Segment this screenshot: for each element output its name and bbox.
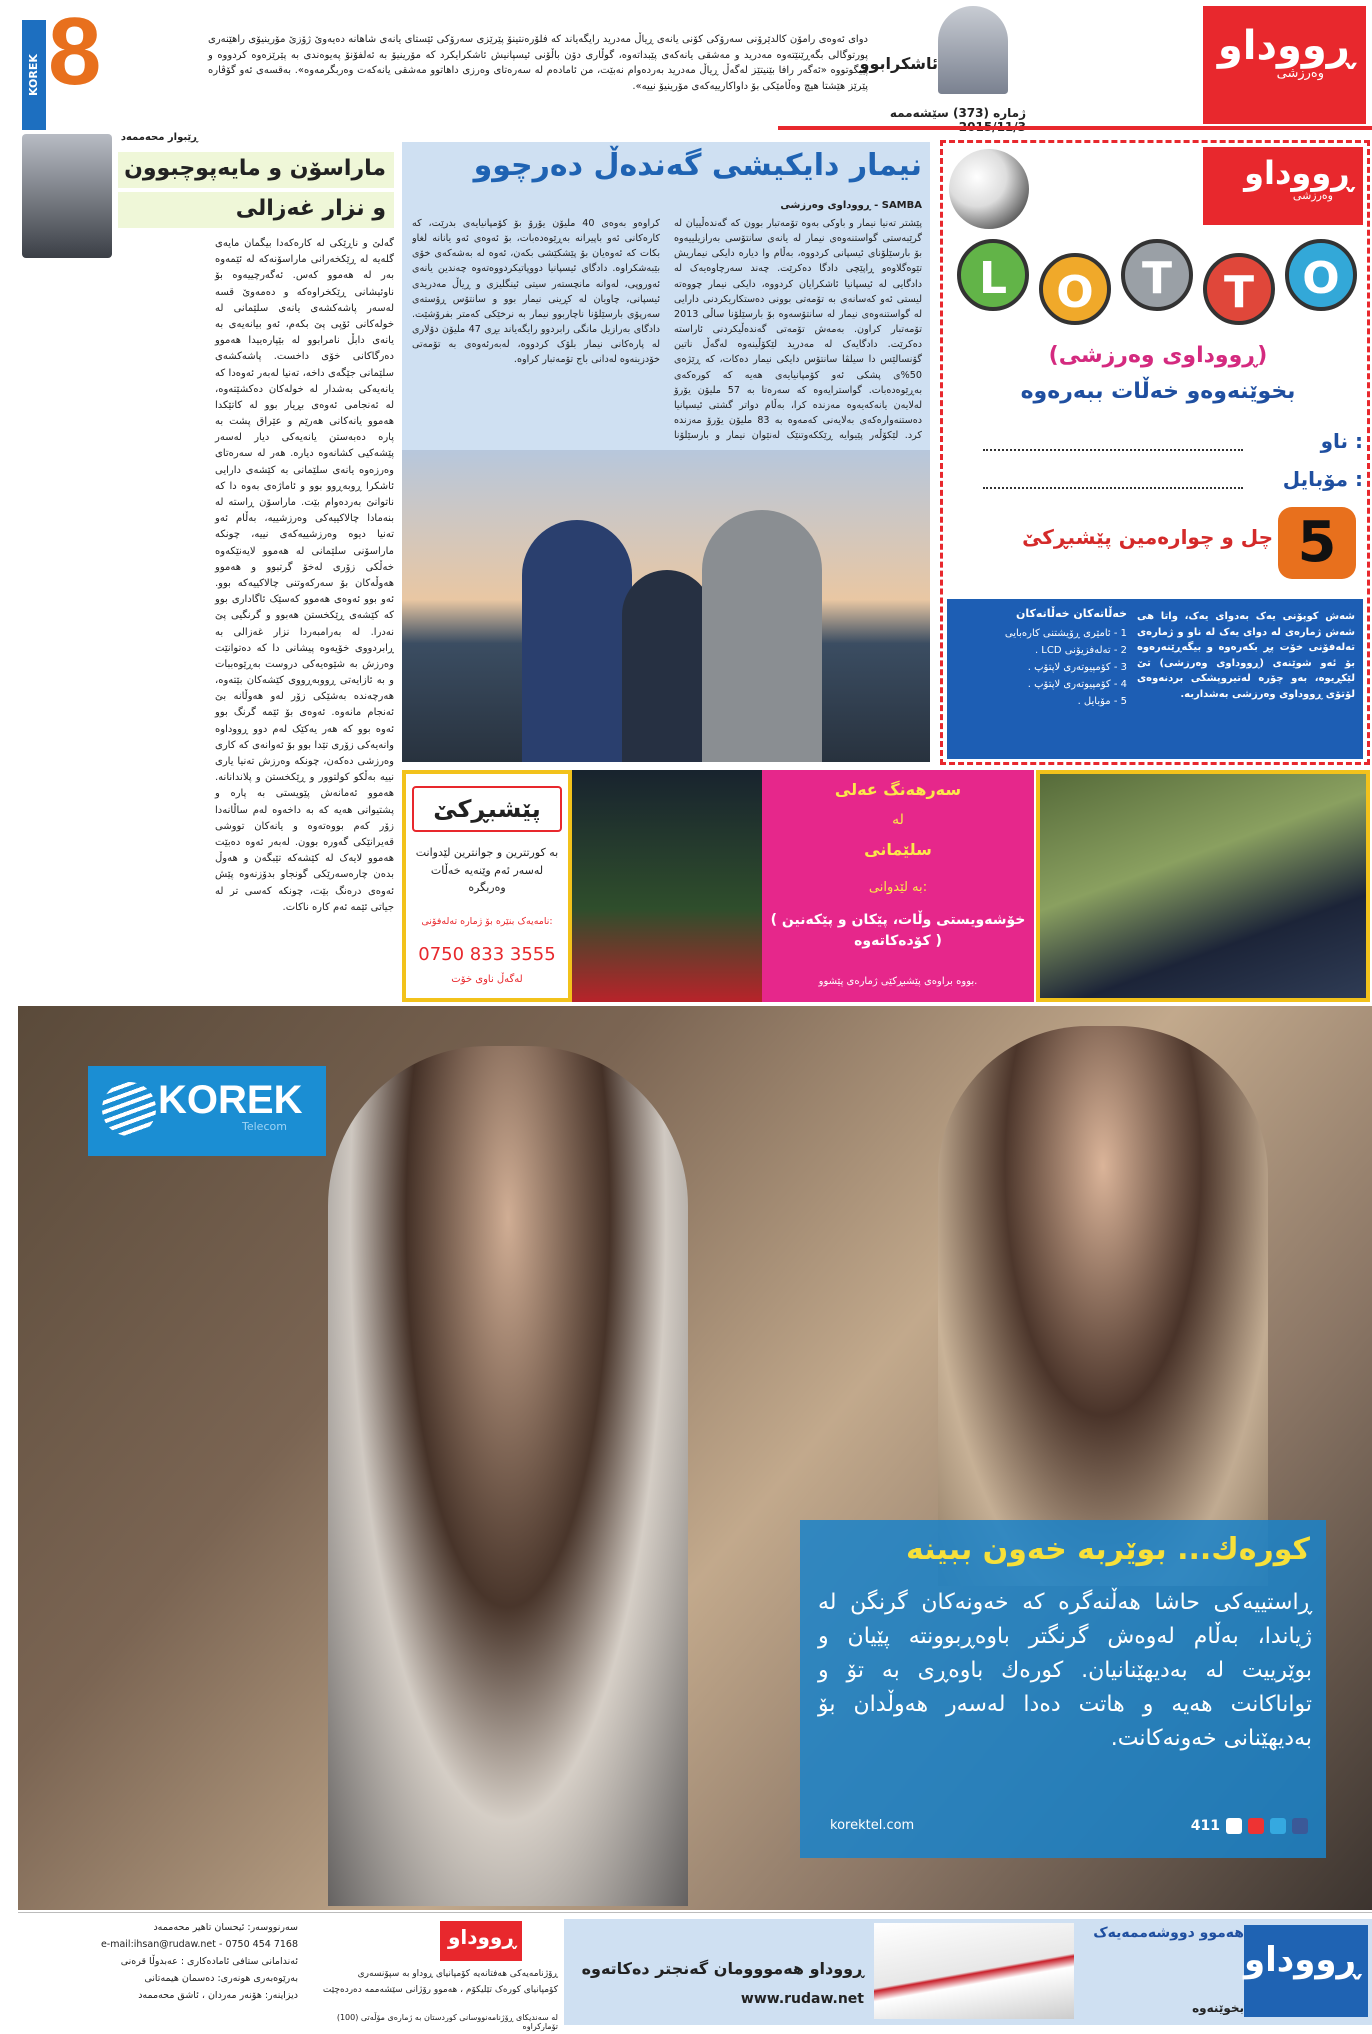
winner-city: سلێمانی: [864, 840, 932, 859]
footer-credits: [58, 1919, 298, 2004]
masthead-underline: [778, 126, 1372, 130]
masthead-headline-name: ئاشكرابوو: [859, 54, 938, 73]
lotto-coupon: [940, 140, 1370, 765]
lotto-prizes-title: خەڵاتەکان خەڵاتەکان: [1016, 607, 1127, 620]
contest-title: پێشبڕکێ: [412, 786, 562, 832]
lotto-prize-item: 2 - تەلەفزیۆنی LCD .: [1034, 645, 1127, 656]
winner-quote-intro: بە لێدوانی:: [868, 880, 928, 895]
ad-woman-center: [328, 1046, 688, 1906]
lotto-round-number: 5: [1278, 507, 1356, 579]
lotto-brand-sub: وەرزشی: [1292, 189, 1333, 202]
ad-woman-right: [938, 1026, 1268, 1586]
lotto-info-box: [947, 599, 1363, 759]
lotto-subtitle-2: بخوێنەوەو خەڵات ببەرەوە: [1020, 379, 1296, 404]
ad-korek-logo: [88, 1066, 326, 1156]
contest-entry-box: [402, 770, 572, 1002]
ad-website[interactable]: korektel.com: [830, 1818, 915, 1833]
contest-photo-ronaldo: [572, 770, 762, 1002]
page-number-block: [18, 0, 130, 130]
contest-phone: 0750 833 3555: [418, 944, 556, 965]
footer-promo-days: هەموو دووشەممەیەک: [1093, 1925, 1244, 1941]
contest-note: لەگەڵ ناوی خۆت: [451, 974, 523, 985]
opinion-column: [18, 130, 398, 990]
facebook-icon[interactable]: [1292, 1818, 1308, 1834]
winner-quote: ( خۆشەویستی وڵات، پێکان و پێکەنین کۆدەکاتەوە ): [770, 912, 1026, 949]
footer-credit-line: ئەندامانی ستافی ئامادەکاری : عەبدوڵا قرەنی: [120, 1956, 298, 1968]
neymar-byline: ڕووداوی وەرزشی - SAMBA: [780, 200, 922, 211]
korek-globe-icon: [102, 1082, 156, 1136]
lotto-letter: T: [1203, 253, 1275, 325]
ad-korek-logo-sub: Telecom: [242, 1120, 287, 1133]
neymar-article: [402, 142, 930, 762]
columnist-name: ڕێبوار محەممەد: [120, 132, 198, 143]
lotto-name-field[interactable]: [983, 449, 1243, 451]
footer-credit-line: دیزاینەر: هۆنەر مەردان ، ئاشق محەممەد: [138, 1990, 298, 2002]
footer-promo-read: بخوێنەوە: [1192, 2001, 1244, 2015]
lotto-letters: [957, 239, 1357, 335]
lotto-prizes-list: [957, 625, 1127, 710]
rudaw-logo-text: ڕووداو: [1217, 23, 1354, 69]
footer: [18, 1912, 1372, 2034]
masthead: [18, 2, 1372, 130]
twitter-icon[interactable]: [1270, 1818, 1286, 1834]
ad-shortcode: 411: [1190, 1818, 1220, 1834]
photo-person-left: [522, 520, 632, 762]
lotto-letter: O: [1285, 239, 1357, 311]
lotto-mobile-label: مۆبایل :: [1282, 467, 1363, 491]
footer-promo-url[interactable]: www.rudaw.net: [740, 1991, 864, 2007]
footer-logo: [1244, 1925, 1368, 2017]
opinion-title-line2: و نزار غەزالی: [118, 192, 394, 228]
lotto-letter: T: [1121, 239, 1193, 311]
page-number: 8: [48, 0, 102, 105]
photo-person-right: [702, 510, 822, 762]
footer-credit-line: سەرنووسەر: ئیحسان تاهیر محەممەد: [153, 1922, 298, 1933]
ad-social-icons: [1168, 1816, 1308, 1836]
contest-sms-label: نامەیەک بنێرە بۆ ژمارە تەلەفۆنی:: [421, 916, 553, 927]
lotto-prize-item: 5 - مۆبایل .: [1077, 696, 1127, 707]
footer-promo: [564, 1919, 1372, 2025]
footer-newspaper-image: [874, 1923, 1074, 2019]
footer-center-top: ڕۆژنامەیەکی هەفتانەیە کۆمپانیای ڕوداو بە سپۆنسەری: [357, 1969, 558, 1979]
korek-ad: [18, 1006, 1372, 1910]
mourinho-photo: [938, 6, 1008, 94]
contest-winner-box: [762, 770, 1034, 1002]
photo-person-middle: [622, 570, 712, 762]
winner-note: بووە براوەی پێشبڕکێی ژمارەی پێشوو.: [818, 976, 978, 987]
contest-description: بە کورتترین و جوانترین لێدوانت لەسەر ئەم وێنەیە خەڵات وەربگرە: [415, 846, 559, 895]
footer-center-logo: [440, 1921, 522, 1961]
lotto-letter: L: [957, 239, 1029, 311]
lotto-prize-item: 3 - کۆمپیوتەری لاپتۆپ .: [1027, 662, 1127, 673]
ad-korek-logo-text: KOREK: [158, 1078, 303, 1122]
lotto-prize-item: 1 - ئامێری ڕۆیشتنی کارەبایی: [1004, 628, 1127, 639]
ad-headline: کورەك... بوێربە خەون ببینە: [906, 1532, 1310, 1567]
contest-photo-argentina: [1036, 770, 1370, 1002]
footer-center-bottom: کۆمپانیای کورەک تێلیکۆم ، هەموو رۆژانی سێشەممە دەردەچێت: [322, 1985, 558, 1995]
lotto-prize-item: 4 - کۆمپیوتەری لاپتۆپ .: [1027, 679, 1127, 690]
lotto-subtitle-1: (ڕووداوی وەرزشی): [1048, 343, 1268, 368]
lotto-rules: شەش کوپۆنی یەک بەدوای یەک، واتا هی شەش ژمارەی لە دوای یەک لە ناو و ژمارەی تەلەفۆنی خۆت پڕ بکەرەوە و بیگەڕێنەرەوە بۆ ئەو شوێنەی (ڕووداوی وەرزشی) تێ لێکڕیوە، بەو چۆرە لەتیروپشکی بردنەوەی لۆتۆی ڕووداوی وەرزشی بەشداربە.: [1137, 611, 1355, 700]
footer-credit-line: بەرێوەبەری هونەری: دەسمان هیمەتانی: [144, 1973, 298, 1985]
winner-name: سەرهەنگ عەلی: [834, 780, 962, 799]
contest-strip: [402, 770, 1370, 1002]
lotto-brand: [1203, 147, 1363, 225]
neymar-family-photo: [402, 450, 930, 762]
ad-message-box: [800, 1520, 1326, 1858]
opinion-title-line1: ماراسۆن و مایەپوچبوون: [118, 152, 394, 188]
issue-info: ژمارە (373) سێشەممە: [889, 106, 1026, 120]
rudaw-logo-sub: وەرزشی: [1276, 66, 1324, 81]
neymar-headline: نیمار دایکیشی گەندەڵ دەرچوو: [473, 148, 922, 183]
lotto-letter: O: [1039, 253, 1111, 325]
lotto-mobile-field[interactable]: [983, 487, 1243, 489]
phone-icon: [1226, 1818, 1242, 1834]
footer-promo-line: ڕووداو هەمووومان گەنجتر دەکاتەوە: [581, 1959, 864, 1978]
footer-logo-text: ڕووداو: [1244, 1940, 1360, 1980]
lotto-brand-text: ڕووداو: [1244, 154, 1353, 192]
footer-credit-line: e-mail:ihsan@rudaw.net - 0750 454 7168: [100, 1939, 298, 1951]
opinion-body: گەلێ و ناڕێکی لە کارەکەدا بیگمان مایەی گلەیە لە ڕێکخەرانی ماراسۆنەکە لە ئێمەوە بەر لە هەموو کەس. ئەگەرچییەوە بۆ ناوئیشانی ڕێکخراوەکە و دەمەوێ قسە لەسەر پاشەکشەی یانەی سلێمانی لە خولەکانی ئۆپی پێ بکەم، ئەو بیانەیەی بە یانەی دابڵ نامرابوو لە بێپارەییدا هەموو دەرگاکانی خۆی داخست. پاشەکشەی سلێمانی جێگەی داخە، تەنیا لەبەر ئەوەدا کە یانەیەکی بەشدار لە خولەکان دەکشێتەوە، لە ئەنجامی ئەوەی بڕیار بوو لە کاتێکدا هەموو یانەکانی هەرێم و عێراق پشت بە پارە دەبەستن یانەیەکی دیار لەسەر پێشەکیی کشانەوە دیارە. هەر لە سەرەتای وەرزەوە یانەی سلێمانی بە کێشەی دارایی ئاشکرا ڕوبەڕوو بوو و ئاماژەی بەوە دا کە ناتوانێ بەردەوام بێت. ماراسۆن ڕاستە لە بنەمادا چالاکییەکی وەرزشییە، بەڵام ئەو تەنیا دیوە وەرزشییەکەی نییە، چونکە ماراسۆنی سلێمانی لە هەموو لایەنێکەوە خەڵکی زۆری لەخۆ گرتبوو و هەموو هەوڵەکان بۆ سەرکەوتنی چالاکییەکە بوو. ئەو بوو ئەوەی هەموو کەسێک ئاگاداری بوو کە کێشەی ڕێکخستن هەبوو و گرنگیی پێ نەدرا. لە بەرامبەردا نزار غەزالی بە ڕابردووی خۆیەوە پیشانی دا کە دەتوانێت وەرزش بە شێوەیەکی دروست بەڕێوەببات و بە ئازایەتی ڕووبەڕووی کێشەکان بێتەوە، هەرچەندە بەشێکی زۆر لەو هەوڵانە بێ ئەنجام مانەوە. ئەوەی بۆ ئێمە گرنگ بوو ئەوە بوو کە هەر یەکێک لەم دوو ڕووداوە وانەیەکی زۆری تێدا بوو بۆ ئەوانەی کە کاری وەرزشی دەکەن، چونکە وەرزش تەنیا یاری نییە بەڵکو کولتوور و ڕێکخستن و پلاندانانە. هەموو ئەمانەش پێویستی بە پارە و پشتیوانی هەیە کە بە داخەوە لەم ساڵانەدا زۆر کەم بووەتەوە و یانەکان تووشی قەیرانێکی گەورە بوون. لەبەر ئەوە دەبێت هەموو لایەک لە کێشەکە تێبگەن و هەوڵ بدەن چارەسەرێکی گونجاو بدۆزنەوە پێش ئەوەی درەنگ بێت، چونکە کەسی تر لە جیاتی ئێمە ئەم کارە ناکات.: [215, 238, 394, 913]
korek-vertical-logo: KOREK: [22, 20, 46, 130]
footer-license: لە سەندیکای ڕۆژنامەنووسانی کوردستان بە ژمارەی مۆڵەتی (100) تۆمارکراوە: [336, 2013, 558, 2031]
lotto-name-label: ناو :: [1320, 429, 1363, 453]
footer-center-logo-text: ڕووداو: [447, 1925, 516, 1949]
winner-from: لە: [892, 812, 904, 828]
masthead-intro-text: دوای ئەوەی رامۆن کالدێرۆنی سەرۆکی کۆنی یانەی ڕیاڵ مەدرید رایگەیاند کە فلۆرەنتینۆ پێرێزی سەرۆکی ئێستای یانەی شاهانە دەیەوێ ژۆزێ مۆرینیۆی راهێنەری پورتوگالی بگەڕێنێتەوە مەدرید و مەشقی یانەکەی پێبداتەوە، گوڵاری دۆن باڵۆنی ئیسپانیش ئاشکرایکرد کە مۆرینیۆ بە ئەلفۆنۆ پەیوەندی بە پێرێزەوە کردووە و پێیگوتووە «ئەگەر رافا بێنیتێز لەگەڵ ڕیاڵ مەدرید بەردەوام نەبێت، من ئامادەم لە سەرەتای وەرزی داهاتوو مەشقی یانەکەت وەربگرمەوە». بەقسەی ئەو گۆڤارە پێرێز هێشتا هیچ وەڵامێکی بۆ داواکارییەکەی مۆرینیۆ نییە».: [208, 34, 868, 92]
ad-body: ڕاستییەکی حاشا هەڵنەگرە کە خەونەکان گرنگن لە ژیاندا، بەڵام لەوەش گرنگتر باوەڕبوونتە پێیان و بوێرییت لە بەدیهێنانیان. کورەك باوەڕی بە تۆ و تواناکانت هەیە و هاتت دەدا لەسەر هەوڵدان بۆ بەدیهێنانی خەونەکانت.: [818, 1590, 1312, 1752]
rudaw-logo: [1203, 6, 1366, 124]
neymar-body: پێشتر تەنیا نیمار و باوکی بەوە تۆمەتبار بوون کە گەندەڵییان لە گرێبەستی گواستنەوەی نیمار لە یانەی سانتۆسی بەرازیلییەوە بۆ بارسێلۆنای ئیسپانی کردووە، بەڵام وا دیارە دایکی نیماریش تێوەگلاوەو ڕاپێچی دادگا دەکرێت. چەند سەرچاوەیەک لە دادگایی لە ئیسپانیا ئاشکرایان کردووە، دایکی نیمار چووەتە لیستی ئەو کەسانەی بە تۆمەتی بوونی دەستکاریکردنی دارایی لە گواستنەوەی نیمار لە سانتۆسەوە بۆ بارسێلۆنا ساڵی 2013 تۆمەتبار کراون. بەمەش تۆمەتی گەندەڵیکردنی ئاراستە دەکرێت. دادگایەک لە مەدرید لێکۆڵینەوە لەگەڵ ناتین گۆنسالێس دا سیلڤا سانتۆس دایکی نیمار دەکات، کە ڕێژەی 50%ی پشکی ئەو کۆمپانیایەی هەیە کە کورەکەی بەڕێوەدەبات. گواسترایەوە کە سەرەتا بە 57 ملیۆن یۆرۆ لەلایەن یانەکەیەوە مەزندە کرا، بەڵام دواتر گشتی ئیسپانیا دەستنەوارەکەی بەلایەنی کەمەوە بە 83 ملیۆن یۆرۆ مەزندە کرد. لێکۆڵەر پێیوایە ڕێککەوتنێک لەنێوان نیمار و بارسێلۆنا کراوەو بەوەی 40 ملیۆن یۆرۆ بۆ کۆمپانیایەی بدرێت، کە کارەکانی ئەو باپیرانە بەڕێوەدەبات، بۆ ئەوەی ئەو یانانە لغاو بکات کە ئەوەیان بۆ پێشکێشی بکەن، ئەوە لە بەشەکەی خۆی بێبەشکراوە. دادگای ئیسپانیا دووپاتیکردووەتەوە چەندین یانەی ئەوروپی، لەوانە مانچستەر سیتی ئینگلیزی و ڕیاڵ مەدریدی ئیسپانی، چاویان لە کڕینی نیمار بوو و سانتۆس ڕۆستەی سەرپۆی بارسێلۆنا ناچاربوو نیمار بە نرخێکی کەمتر بفرۆشێت. دادگای بەرازیل مانگی رابردوو رایگەیاند بڕی 47 ملیۆن دۆلاری لە پارەکانی نیمار بلۆک کردووە، لەبەرئەوەی بە تۆمەتی خۆدزینەوە لەدانی باج تۆمەتبار کراوە.: [412, 218, 922, 442]
youtube-icon[interactable]: [1248, 1818, 1264, 1834]
lotto-round-label: چل و چوارەمین پێشبڕکێ: [1022, 525, 1273, 549]
football-icon: [949, 149, 1029, 229]
